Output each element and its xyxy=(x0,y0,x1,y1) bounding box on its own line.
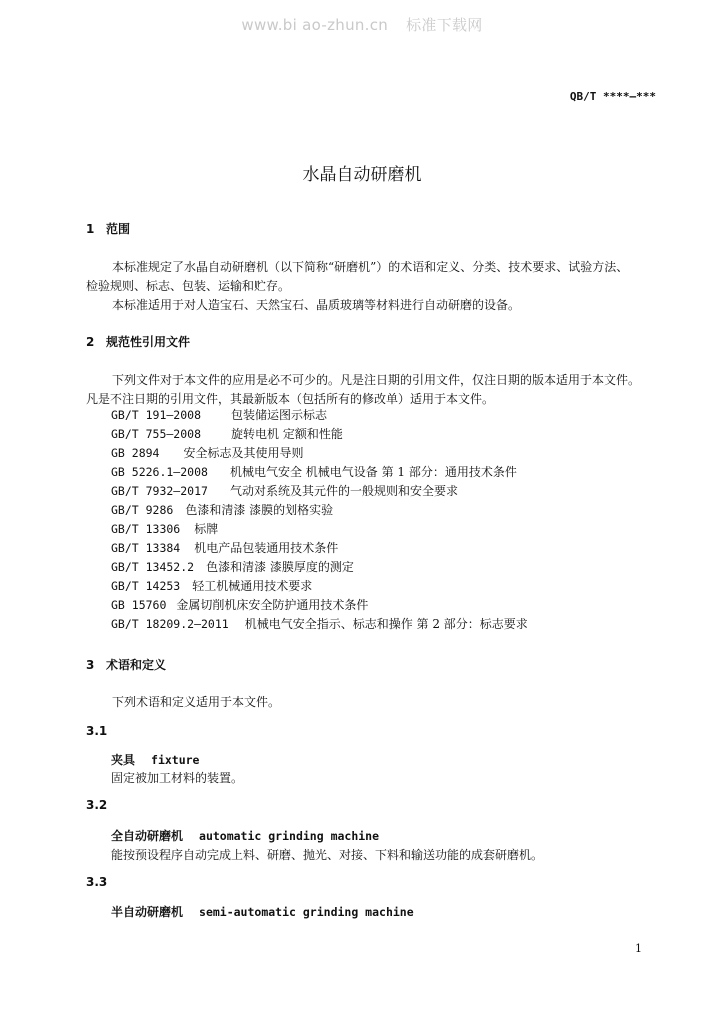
reference-code: GB/T 18209.2—2011 xyxy=(111,617,229,631)
reference-code: GB/T 9286 xyxy=(111,503,174,517)
reference-title: 气动对系统及其元件的一般规则和安全要求 xyxy=(229,484,458,498)
reference-item xyxy=(111,463,528,482)
scope-para1-line2: 检验规则、标志、包装、运输和贮存。 xyxy=(86,279,291,293)
section-heading-scope xyxy=(86,220,130,237)
term-name xyxy=(111,751,199,768)
reference-code: GB 5226.1—2008 xyxy=(111,465,208,479)
reference-item xyxy=(111,406,528,425)
reference-title: 机械电气安全指示、标志和操作 第 2 部分：标志要求 xyxy=(244,617,528,631)
term-name-en: fixture xyxy=(151,753,200,767)
standard-code: QB/T ****—*** xyxy=(569,90,656,103)
watermark-url: www.bi ao-zhun.cn xyxy=(241,16,389,34)
normative-refs-intro xyxy=(86,371,640,409)
reference-code: GB/T 13384 xyxy=(111,541,181,555)
scope-para1-line1: 本标准规定了水晶自动研磨机（以下简称“研磨机”）的术语和定义、分类、技术要求、试验方法、 xyxy=(112,260,629,274)
reference-title: 旋转电机 定额和性能 xyxy=(231,427,343,441)
reference-title: 色漆和清漆 漆膜厚度的测定 xyxy=(206,560,354,574)
reference-code: GB 2894 xyxy=(111,446,160,460)
reference-code: GB/T 13306 xyxy=(111,522,181,536)
reference-title: 机电产品包装通用技术条件 xyxy=(194,541,339,555)
term-name-zh: 夹具 xyxy=(111,753,136,767)
refs-intro-line2: 凡是不注日期的引用文件，其最新版本（包括所有的修改单）适用于本文件。 xyxy=(86,392,495,406)
scope-paragraph-2: 本标准适用于对人造宝石、天然宝石、晶质玻璃等材料进行自动研磨的设备。 xyxy=(112,298,521,312)
reference-item xyxy=(111,596,528,615)
reference-title: 色漆和清漆 漆膜的划格实验 xyxy=(185,503,334,517)
section-number: 2 xyxy=(86,335,95,349)
reference-item xyxy=(111,501,528,520)
reference-item xyxy=(111,520,528,539)
section-heading-normative-refs xyxy=(86,333,190,350)
term-number: 3.3 xyxy=(86,875,108,889)
reference-code: GB/T 191—2008 xyxy=(111,408,202,422)
reference-item xyxy=(111,425,528,444)
term-name xyxy=(111,903,414,920)
section-number: 3 xyxy=(86,658,95,672)
reference-item xyxy=(111,615,528,634)
term-name-en: automatic grinding machine xyxy=(199,829,380,843)
reference-item xyxy=(111,577,528,596)
reference-code: GB/T 14253 xyxy=(111,579,181,593)
reference-item xyxy=(111,558,528,577)
term-definition: 固定被加工材料的装置。 xyxy=(111,771,244,785)
reference-item xyxy=(111,539,528,558)
term-number: 3.2 xyxy=(86,798,108,812)
reference-title: 机械电气安全 机械电气设备 第 1 部分：通用技术条件 xyxy=(229,465,517,479)
terms-intro xyxy=(86,693,280,712)
section-title: 规范性引用文件 xyxy=(106,335,191,349)
term-name-zh: 半自动研磨机 xyxy=(111,905,184,919)
page-number: 1 xyxy=(635,942,642,955)
watermark-site: 标准下载网 xyxy=(406,16,483,34)
reference-title: 安全标志及其使用导则 xyxy=(183,446,304,460)
reference-code: GB 15760 xyxy=(111,598,167,612)
reference-item xyxy=(111,444,528,463)
watermark xyxy=(0,14,724,35)
term-definition: 能按预设程序自动完成上料、研磨、抛光、对接、下料和输送功能的成套研磨机。 xyxy=(111,848,544,862)
section-title: 范围 xyxy=(106,222,131,236)
refs-intro-line1: 下列文件对于本文件的应用是必不可少的。凡是注日期的引用文件，仅注日期的版本适用于本文件。 xyxy=(112,373,641,387)
reference-title: 轻工机械通用技术要求 xyxy=(192,579,313,593)
term-name-en: semi-automatic grinding machine xyxy=(199,905,414,919)
section-title: 术语和定义 xyxy=(106,658,167,672)
reference-title: 标牌 xyxy=(194,522,219,536)
reference-list xyxy=(111,406,528,634)
document-title: 水晶自动研磨机 xyxy=(302,165,422,185)
section-heading-terms xyxy=(86,656,166,673)
term-name-zh: 全自动研磨机 xyxy=(111,829,184,843)
reference-title: 包装储运图示标志 xyxy=(231,408,328,422)
section-number: 1 xyxy=(86,222,95,236)
reference-code: GB/T 755—2008 xyxy=(111,427,202,441)
reference-code: GB/T 7932—2017 xyxy=(111,484,208,498)
term-name xyxy=(111,827,379,844)
scope-paragraph-1 xyxy=(86,258,628,315)
reference-title: 金属切削机床安全防护通用技术条件 xyxy=(176,598,369,612)
reference-code: GB/T 13452.2 xyxy=(111,560,195,574)
reference-item xyxy=(111,482,528,501)
terms-intro-text: 下列术语和定义适用于本文件。 xyxy=(112,695,281,709)
term-number: 3.1 xyxy=(86,724,108,738)
